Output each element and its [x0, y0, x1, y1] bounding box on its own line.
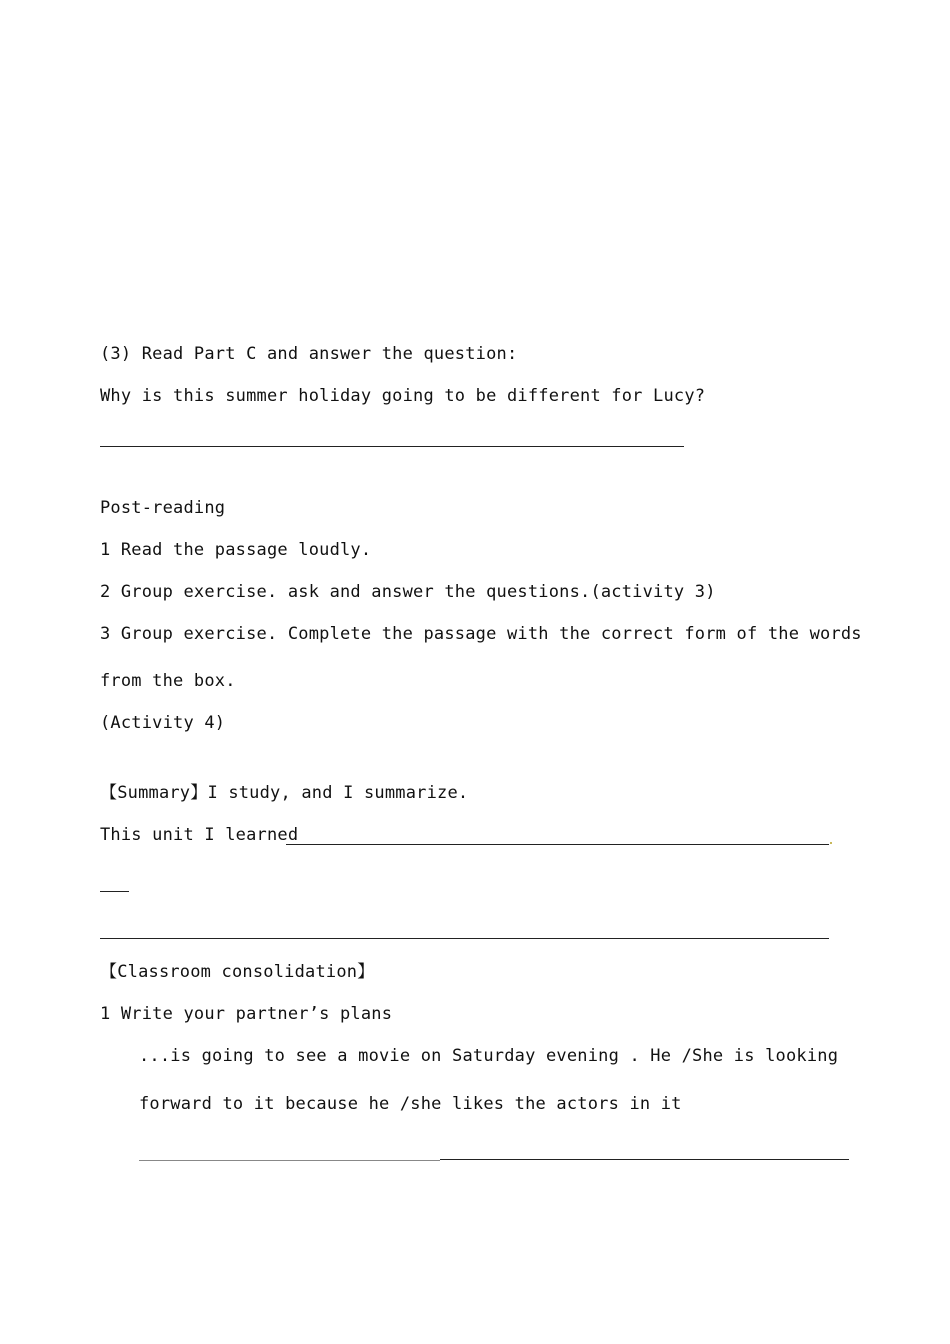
activity-note: (Activity 4)	[100, 713, 226, 733]
post-reading-item-3: 3 Group exercise. Complete the passage with the correct form of the words	[100, 624, 862, 644]
summary-answer-line	[286, 844, 829, 845]
part-c-heading: (3) Read Part C and answer the question:	[100, 344, 518, 364]
summary-heading: 【Summary】I study, and I summarize.	[100, 783, 469, 803]
consolidation-heading: 【Classroom consolidation】	[100, 962, 375, 982]
summary-full-line	[100, 938, 829, 939]
plans-answer-line-light	[139, 1160, 440, 1161]
summary-short-line	[100, 891, 129, 892]
post-reading-item-3-continuation: from the box.	[100, 671, 236, 691]
example-line-1: ...is going to see a movie on Saturday evening . He /She is looking	[139, 1046, 839, 1066]
post-reading-item-1: 1 Read the passage loudly.	[100, 540, 372, 560]
summary-prompt: This unit I learned	[100, 825, 299, 845]
consolidation-item-1: 1 Write your partner’s plans	[100, 1004, 393, 1024]
answer-line	[100, 446, 684, 447]
stray-dot	[830, 842, 832, 844]
part-c-question: Why is this summer holiday going to be different for Lucy?	[100, 386, 706, 406]
plans-answer-line-dark	[440, 1159, 849, 1160]
post-reading-item-2: 2 Group exercise. ask and answer the questions.(activity 3)	[100, 582, 716, 602]
example-line-2: forward to it because he /she likes the actors in it	[139, 1094, 682, 1114]
post-reading-title: Post-reading	[100, 498, 226, 518]
